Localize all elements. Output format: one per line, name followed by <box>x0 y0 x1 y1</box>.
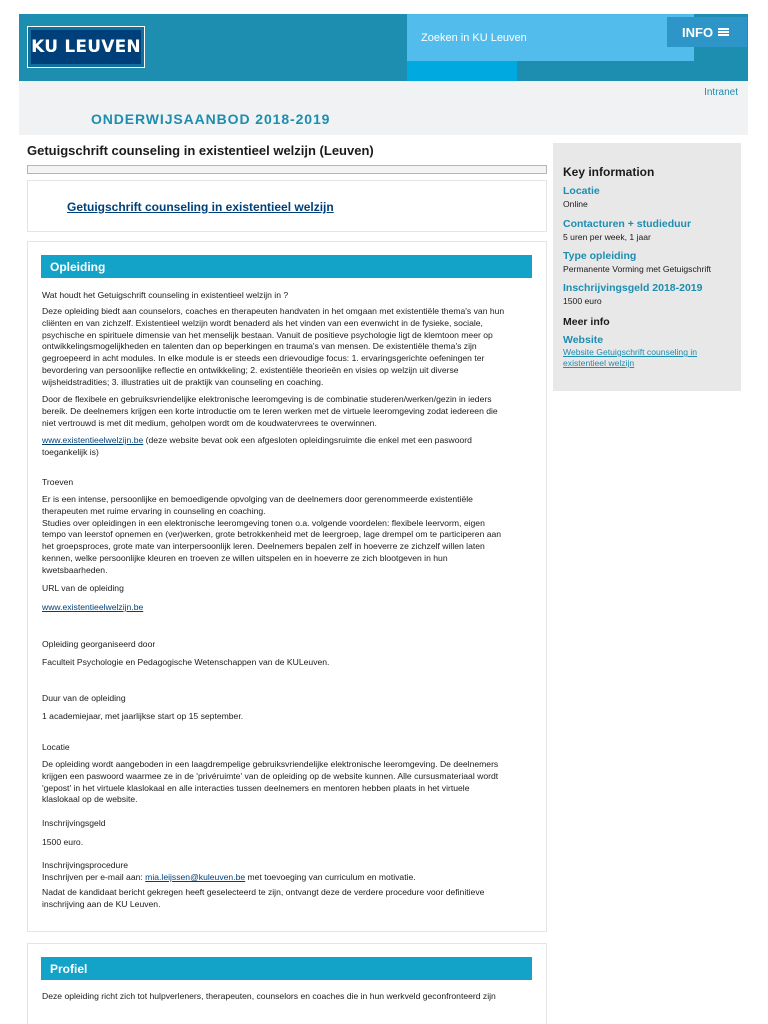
procedure-suffix: met toevoeging van curriculum en motivatie. <box>245 871 416 882</box>
info-menu-button[interactable] <box>667 17 747 47</box>
locatie-text <box>42 759 534 806</box>
opleiding-description <box>42 306 534 389</box>
procedure-label: Inschrijvingsprocedure <box>42 860 128 870</box>
text-line: psychische en spirituele dimensie van het menselijk bestaan. Vanuit de positieve psychologie ligt de klemtoon meer op <box>42 329 493 340</box>
url-value <box>42 602 534 614</box>
troeven-label: Troeven <box>42 477 74 487</box>
sidebar-meer-info: Meer info <box>563 316 610 328</box>
key-information-sidebar <box>553 143 741 391</box>
sidebar-locatie-value: Online <box>563 199 588 209</box>
text-line: 'gepost' in het virtuele klaslokaal en alle interacties tussen deelnemers en mentoren hebben plaats in het virtuele <box>42 782 470 793</box>
intranet-link[interactable]: Intranet <box>704 87 738 98</box>
opleiding-elearning-paragraph <box>42 394 534 429</box>
sidebar-contact-label: Contacturen + studieduur <box>563 218 692 230</box>
sidebar-type-label: Type opleiding <box>563 250 637 262</box>
search-tab-accent <box>407 61 517 81</box>
section-title: ONDERWIJSAANBOD 2018-2019 <box>91 111 331 127</box>
tab-bar <box>27 165 547 174</box>
email-link[interactable]: mia.leijssen@kuleuven.be <box>145 871 246 882</box>
text-line: Studies over opleidingen in een elektronische leeromgeving tonen o.a. volgende voordelen: flexibele leervorm, eigen <box>42 517 485 528</box>
info-label: INFO <box>682 25 714 40</box>
org-value: Faculteit Psychologie en Pedagogische Wetenschappen van de KULeuven. <box>42 657 330 667</box>
hamburger-menu-icon <box>718 28 729 36</box>
opleiding-question: Wat houdt het Getuigschrift counseling in existentieel welzijn in ? <box>42 290 289 300</box>
text-line: krijgen een paswoord waarmee ze in de 'privéruimte' van de opleiding op de website kunnen. Alle cursusmateriaal wordt <box>42 770 499 781</box>
website-note-line2: toegankelijk is) <box>42 446 99 457</box>
page-title: Getuigschrift counseling in existentieel welzijn (Leuven) <box>27 143 374 158</box>
text-line: inschrijving aan de KU Leuven. <box>42 898 161 909</box>
site-header <box>19 14 748 81</box>
opleiding-card <box>27 241 547 932</box>
text-line: kwetsbaarheden. <box>42 564 108 575</box>
text-line: therapeuten met ruime ervaring in counseling en coaching. <box>42 505 266 516</box>
sidebar-website-label: Website <box>563 334 604 346</box>
text-line: bevordering van persoonlijke reflectie en ontwikkeling; 2. existentiële theorieën en visies op welzijn uit diverse <box>42 364 459 375</box>
sidebar-geld-value: 1500 euro <box>563 296 602 306</box>
program-link-card <box>27 180 547 232</box>
sidebar-website-link[interactable]: Website Getuigschrift counseling in existentieel welzijn <box>563 347 698 368</box>
text-line: Nadat de kandidaat bericht gekregen heeft geselecteerd te zijn, ontvangt deze de verdere procedure voor definitieve <box>42 887 485 897</box>
profiel-card <box>27 943 547 1024</box>
org-label: Opleiding georganiseerd door <box>42 639 156 649</box>
sidebar-heading: Key information <box>563 165 655 179</box>
text-line: wijsheidstradities; 3. illustraties uit de praktijk van counseling en coaching. <box>42 376 324 387</box>
website-link[interactable]: www.existentieelwelzijn.be <box>42 435 144 445</box>
profiel-header: Profiel <box>41 957 532 980</box>
duur-label: Duur van de opleiding <box>42 693 126 703</box>
website-paragraph <box>42 435 534 459</box>
text-line: Door de flexibele en gebruiksvriendelijke elektronische leeromgeving is de combinatie studeren/werken/gezin in ieders <box>42 394 492 404</box>
logo-text: KU LEUVEN <box>31 30 141 64</box>
closing-text <box>42 887 534 911</box>
search-input-placeholder[interactable]: Zoeken in KU Leuven <box>421 32 527 44</box>
sidebar-geld-label: Inschrijvingsgeld 2018-2019 <box>563 282 703 294</box>
procedure-prefix: Inschrijven per e-mail aan: <box>42 871 146 882</box>
website-note: (deze website bevat ook een afgesloten opleidingsruimte die enkel met een paswoord <box>143 435 472 445</box>
text-line: ontwikkelingsmogelijkheden en talenten dan op beperkingen en trauma's van mensen. De existentiële thema's zijn <box>42 341 477 352</box>
text-line: kennen, welke persoonlijke kleuren en troeven ze willen uitspelen en in hoeverre ze zich blootgeven in hun <box>42 552 448 563</box>
text-line: Deze opleiding biedt aan counselors, coaches en therapeuten handvaten in het omgaan met existentiële thema's van hun <box>42 306 505 316</box>
geld-label: Inschrijvingsgeld <box>42 818 106 828</box>
program-link[interactable]: Getuigschrift counseling in existentieel welzijn <box>67 200 334 214</box>
ku-leuven-logo[interactable] <box>27 26 145 68</box>
text-line: klaslokaal op de website. <box>42 794 138 805</box>
troeven-text <box>42 494 534 577</box>
text-line: cliënten en van zichzelf. Existentieel welzijn wordt benaderd als het vinden van een evenwicht in de fysieke, sociale, <box>42 317 483 328</box>
text-line: gegroepeerd in acht modules. In elke module is er steeds een drievoudige focus: 1. ervaringsgerichte oefeningen ter <box>42 353 485 364</box>
duur-value: 1 academiejaar, met jaarlijkse start op 15 september. <box>42 711 244 721</box>
procedure-block <box>42 860 534 884</box>
text-line: bereik. De deelnemers krijgen een korte introductie om te leren werken met de virtuele leeromgeving zodat iedereen die <box>42 405 498 416</box>
profiel-text: Deze opleiding richt zich tot hulpverleners, therapeuten, counselors en coaches die in hun werkveld geconfronteerd zijn <box>42 991 496 1001</box>
search-box[interactable] <box>407 14 694 61</box>
text-line: De opleiding wordt aangeboden in een laagdrempelige gebruiksvriendelijke elektronische leeromgeving. De deelnemers <box>42 759 499 769</box>
sidebar-locatie-label: Locatie <box>563 185 600 197</box>
text-line: tempo van leerstof opnemen en (ver)werken, grote betrokkenheid met de leergroep, lage drempel om te participeren aan <box>42 529 502 540</box>
url-label: URL van de opleiding <box>42 583 124 593</box>
text-line: het groepsproces, grote mate van interpersoonlijk leren. Deelnemers bepalen zelf in hoeverre ze zichzelf willen laten <box>42 541 485 552</box>
locatie-label: Locatie <box>42 742 70 752</box>
text-line: niet vertrouwd is met dit medium, geholpen wordt om de koudwatervrees te overwinnen. <box>42 417 377 428</box>
section-band <box>19 81 748 135</box>
geld-value: 1500 euro. <box>42 837 84 847</box>
sidebar-type-value: Permanente Vorming met Getuigschrift <box>563 264 712 274</box>
url-link[interactable]: www.existentieelwelzijn.be <box>42 602 144 612</box>
sidebar-contact-value: 5 uren per week, 1 jaar <box>563 232 651 242</box>
text-line: Er is een intense, persoonlijke en bemoedigende opvolging van de deelnemers door gerenommeerde existentiële <box>42 494 473 504</box>
opleiding-header: Opleiding <box>41 255 532 278</box>
